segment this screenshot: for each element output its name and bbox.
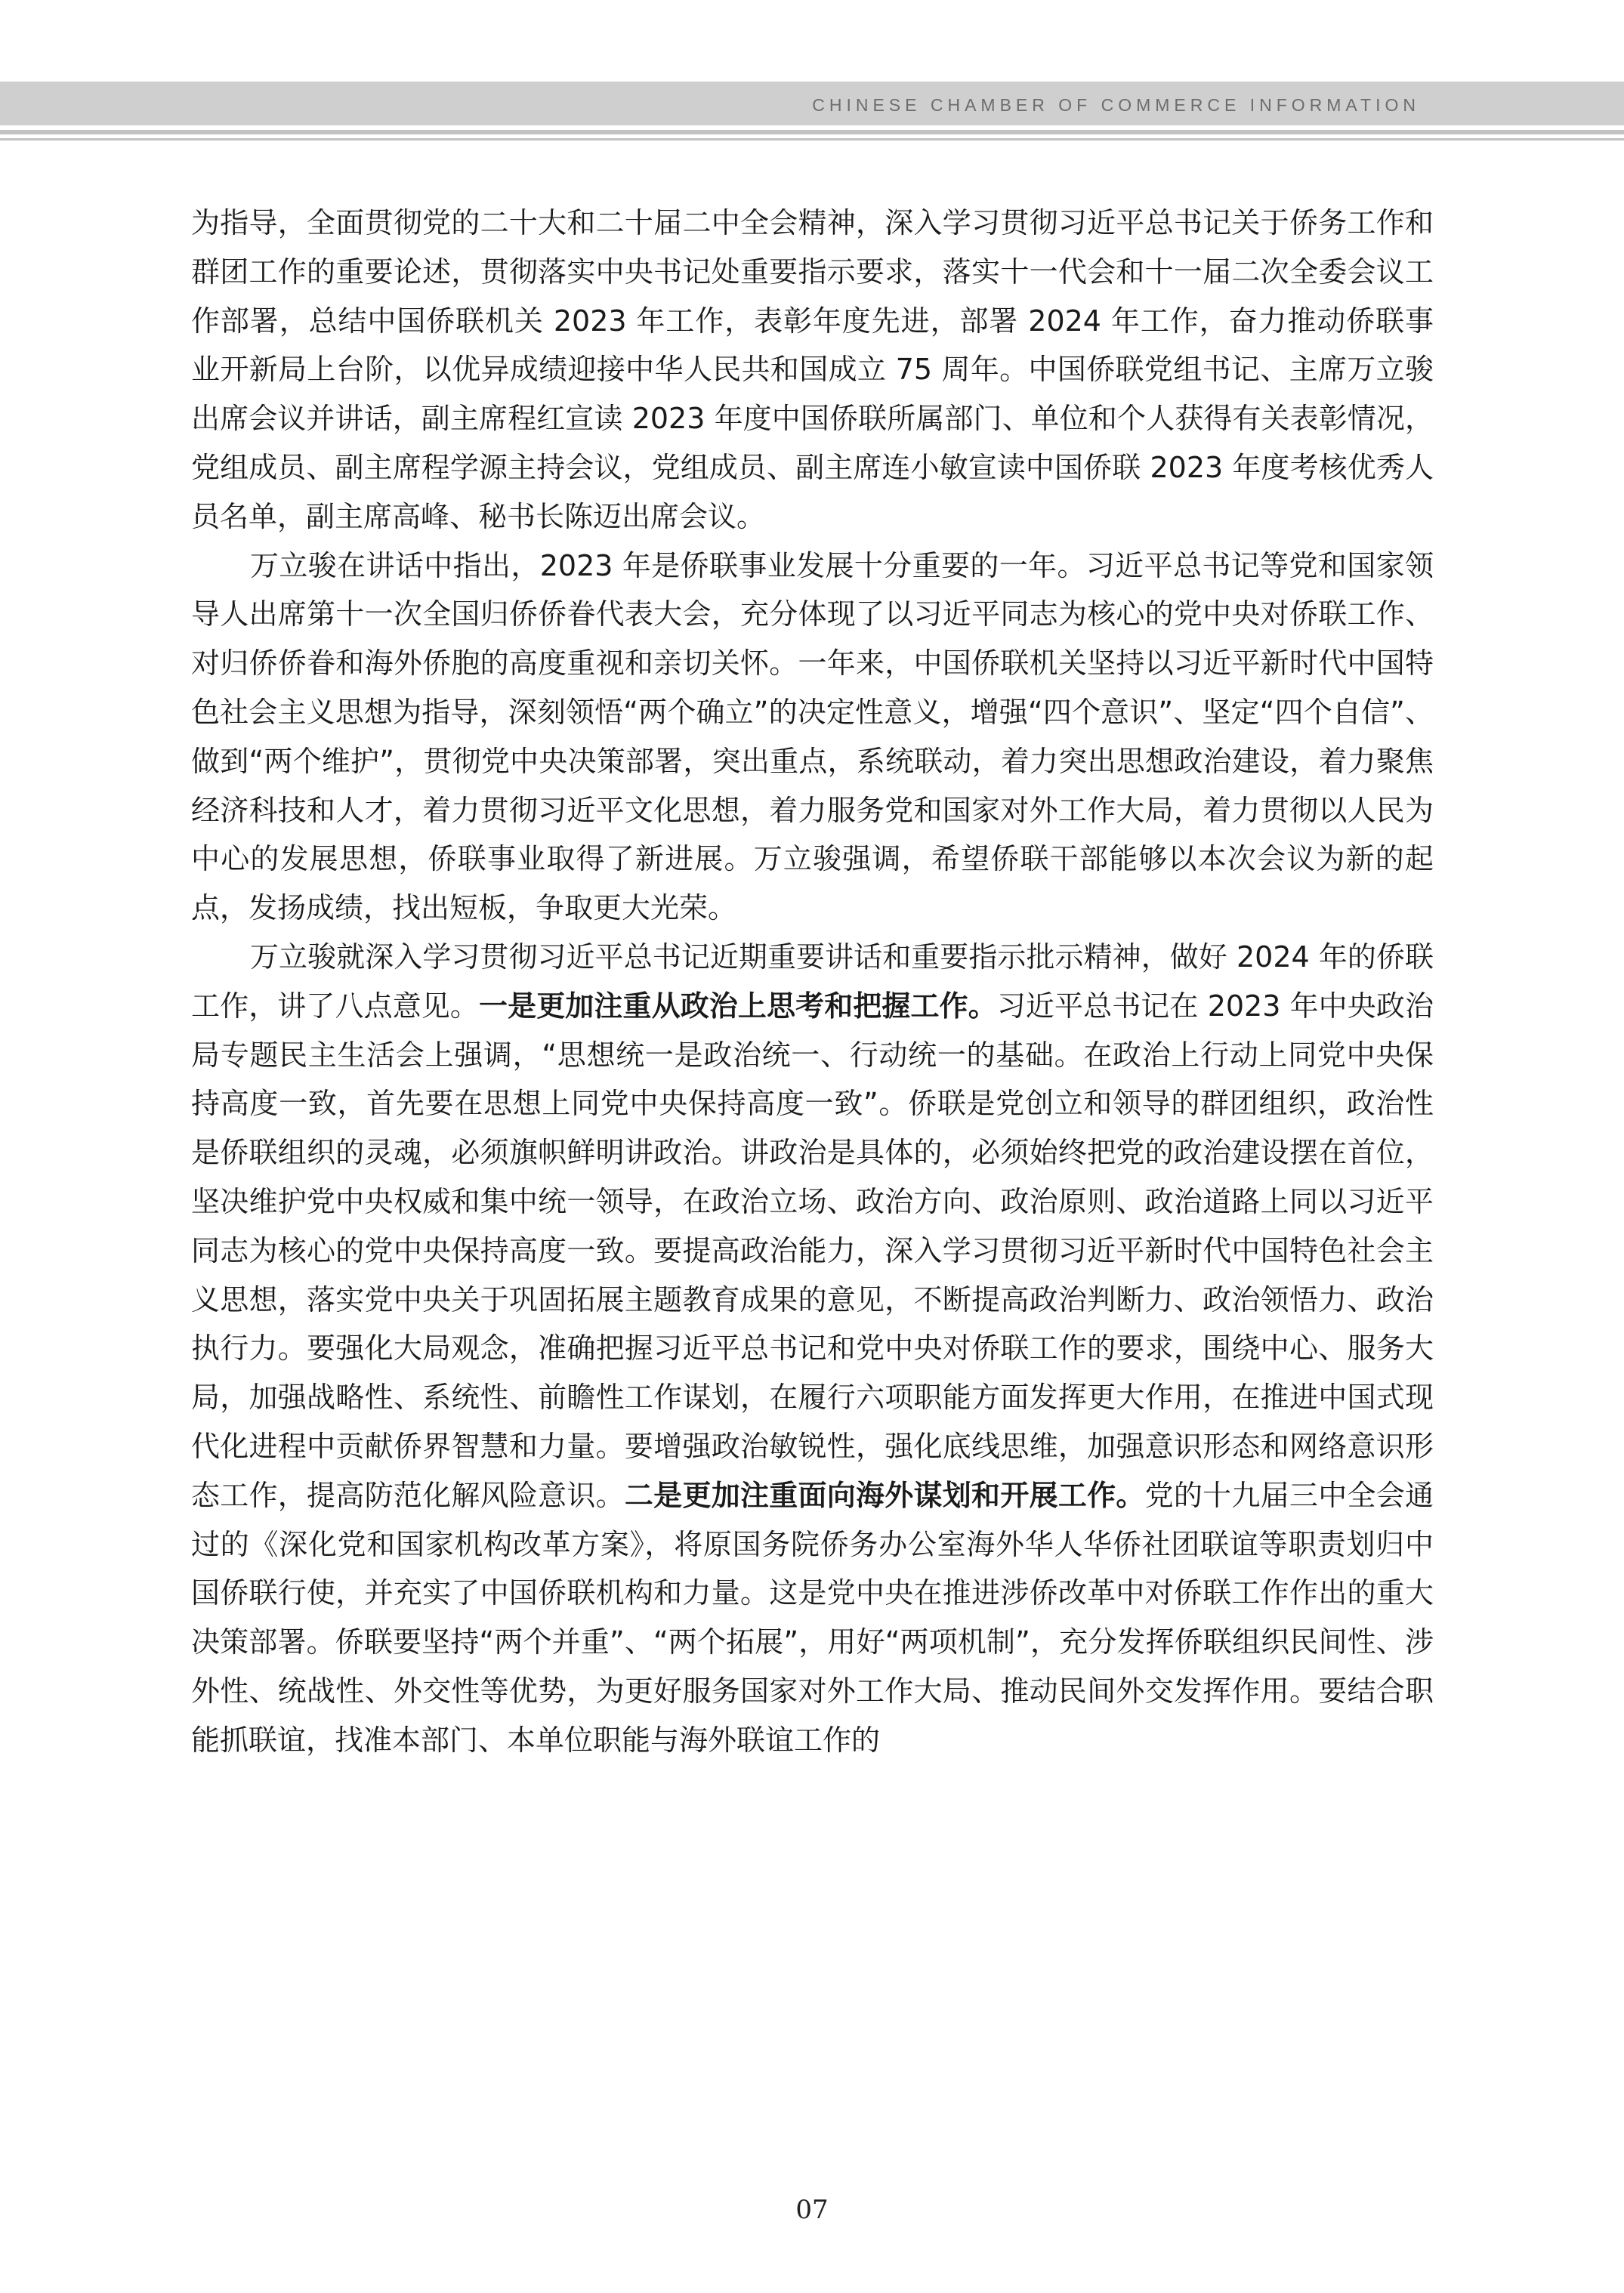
- header-rule-thin: [0, 138, 1624, 140]
- paragraph-3-intro: 万立骏就深入学习贯彻习近平总书记近期重要讲话和重要指示批示精神，做好 2024 年的侨联工作，讲了八点意见。: [191, 940, 1434, 1023]
- paragraph-2: 万立骏在讲话中指出，2023 年是侨联事业发展十分重要的一年。习近平总书记等党和国家领导人出席第十一次全国归侨侨眷代表大会，充分体现了以习近平同志为核心的党中央对侨联工作、对归侨侨眷和海外侨胞的高度重视和亲切关怀。一年来，中国侨联机关坚持以习近平新时代中国特色社会主义思想为指导，深刻领悟“两个确立”的决定性意义，增强“四个意识”、坚定“四个自信”、做到“两个维护”，贯彻党中央决策部署，突出重点，系统联动，着力突出思想政治建设，着力聚焦经济科技和人才，着力贯彻习近平文化思想，着力服务党和国家对外工作大局，着力贯彻以人民为中心的发展思想，侨联事业取得了新进展。万立骏强调，希望侨联干部能够以本次会议为新的起点，发扬成绩，找出短板，争取更大光荣。: [191, 548, 1434, 925]
- point-one-heading: 一是更加注重从政治上思考和把握工作。: [479, 989, 997, 1023]
- point-one-body: 习近平总书记在 2023 年中央政治局专题民主生活会上强调，“思想统一是政治统一、行动统一的基础。在政治上行动上同党中央保持高度一致，首先要在思想上同党中央保持高度一致”。侨联是党创立和领导的群团组织，政治性是侨联组织的灵魂，必须旗帜鲜明讲政治。讲政治是具体的，必须始终把党的政治建设摆在首位，坚决维护党中央权威和集中统一领导，在政治立场、政治方向、政治原则、政治道路上同以习近平同志为核心的党中央保持高度一致。要提高政治能力，深入学习贯彻习近平新时代中国特色社会主义思想，落实党中央关于巩固拓展主题教育成果的意见，不断提高政治判断力、政治领悟力、政治执行力。要强化大局观念，准确把握习近平总书记和党中央对侨联工作的要求，围绕中心、服务大局，加强战略性、系统性、前瞻性工作谋划，在履行六项职能方面发挥更大作用，在推进中国式现代化进程中贡献侨界智慧和力量。要增强政治敏锐性，强化底线思维，加强意识形态和网络意识形态工作，提高防范化解风险意识。: [191, 989, 1434, 1512]
- paragraph-3: [191, 933, 1434, 1765]
- article-body: [191, 199, 1434, 1765]
- publication-name: CHINESE CHAMBER OF COMMERCE INFORMATION: [812, 95, 1420, 115]
- point-two-heading: 二是更加注重面向海外谋划和开展工作。: [624, 1478, 1145, 1512]
- point-two-body: 党的十九届三中全会通过的《深化党和国家机构改革方案》，将原国务院侨务办公室海外华人华侨社团联谊等职责划归中国侨联行使，并充实了中国侨联机构和力量。这是党中央在推进涉侨改革中对侨联工作作出的重大决策部署。侨联要坚持“两个并重”、“两个拓展”，用好“两项机制”，充分发挥侨联组织民间性、涉外性、统战性、外交性等优势，为更好服务国家对外工作大局、推动民间外交发挥作用。要结合职能抓联谊，找准本部门、本单位职能与海外联谊工作的: [191, 1478, 1434, 1757]
- page-number: 07: [795, 2195, 829, 2225]
- paragraph-1: 为指导，全面贯彻党的二十大和二十届二中全会精神，深入学习贯彻习近平总书记关于侨务工作和群团工作的重要论述，贯彻落实中央书记处重要指示要求，落实十一代会和十一届二次全委会议工作部署，总结中国侨联机关 2023 年工作，表彰年度先进，部署 2024 年工作，奋力推动侨联事业开新局上台阶，以优异成绩迎接中华人民共和国成立 75 周年。中国侨联党组书记、主席万立骏出席会议并讲话，副主席程红宣读 2023 年度中国侨联所属部门、单位和个人获得有关表彰情况，党组成员、副主席程学源主持会议，党组成员、副主席连小敏宣读中国侨联 2023 年度考核优秀人员名单，副主席高峰、秘书长陈迈出席会议。: [191, 206, 1434, 533]
- header-rule-thick: [0, 130, 1624, 134]
